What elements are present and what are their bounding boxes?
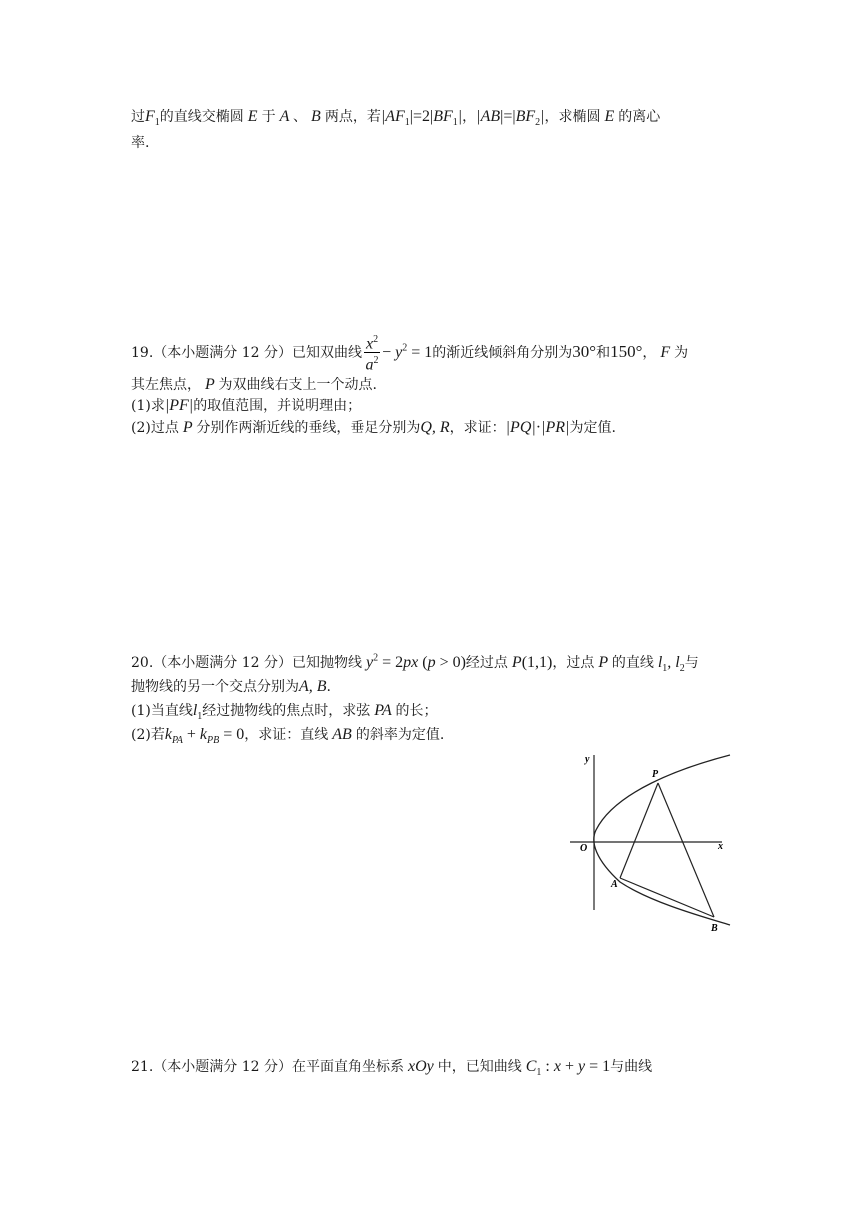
line-pa: [620, 783, 658, 878]
label-p: P: [652, 769, 659, 780]
p19-line2: 其左焦点， P 为双曲线右支上一个动点.: [131, 376, 377, 393]
parabola-figure: [560, 750, 740, 940]
p21-line1: 21.（本小题满分 12 分）在平面直角坐标系 xOy 中，已知曲线 $C_1$ : x + y = 1与曲线: [131, 1058, 653, 1079]
p20-q2: (2)若$k_{PA} + k_{PB} = 0$，求证：直线 AB 的斜率为定值.: [131, 726, 445, 747]
p18-line2: 率.: [131, 135, 150, 151]
p19-q2: (2)过点 P 分别作两渐近线的垂线，垂足分别为Q, R，求证：|PQ|·|PR|为定值.: [131, 419, 616, 436]
p20-q1: (1)当直线$l_1$经过抛物线的焦点时，求弦 PA 的长；: [131, 702, 438, 723]
label-x: x: [718, 841, 723, 852]
p19-q1: (1)求|PF|的取值范围，并说明理由；: [131, 397, 362, 414]
parabola-curve: [594, 755, 730, 925]
label-o: O: [580, 843, 588, 854]
label-a: A: [611, 879, 618, 890]
p18-line1: 过$F_1$的直线交椭圆 E 于 A 、 B 两点，若$|AF_1|=2|BF_1|$，$|AB|=|BF_2|$，求椭圆 E 的离心: [131, 108, 661, 129]
p20-line2: 抛物线的另一个交点分别为A, B.: [131, 678, 331, 695]
p19-line1: 19.（本小题满分 12 分）已知双曲线 $\frac{x^2}{a^2}$ − $y^2 = 1$的渐近线倾斜角分别为30°和150°， F 为: [131, 334, 689, 374]
label-y: y: [585, 754, 590, 765]
p20-line1: 20.（本小题满分 12 分）已知抛物线 $y^2 = 2px$ (p > 0)经过点 P(1,1)，过点 P 的直线 $l_1$, $l_2$与: [131, 652, 699, 675]
label-b: B: [711, 923, 718, 934]
